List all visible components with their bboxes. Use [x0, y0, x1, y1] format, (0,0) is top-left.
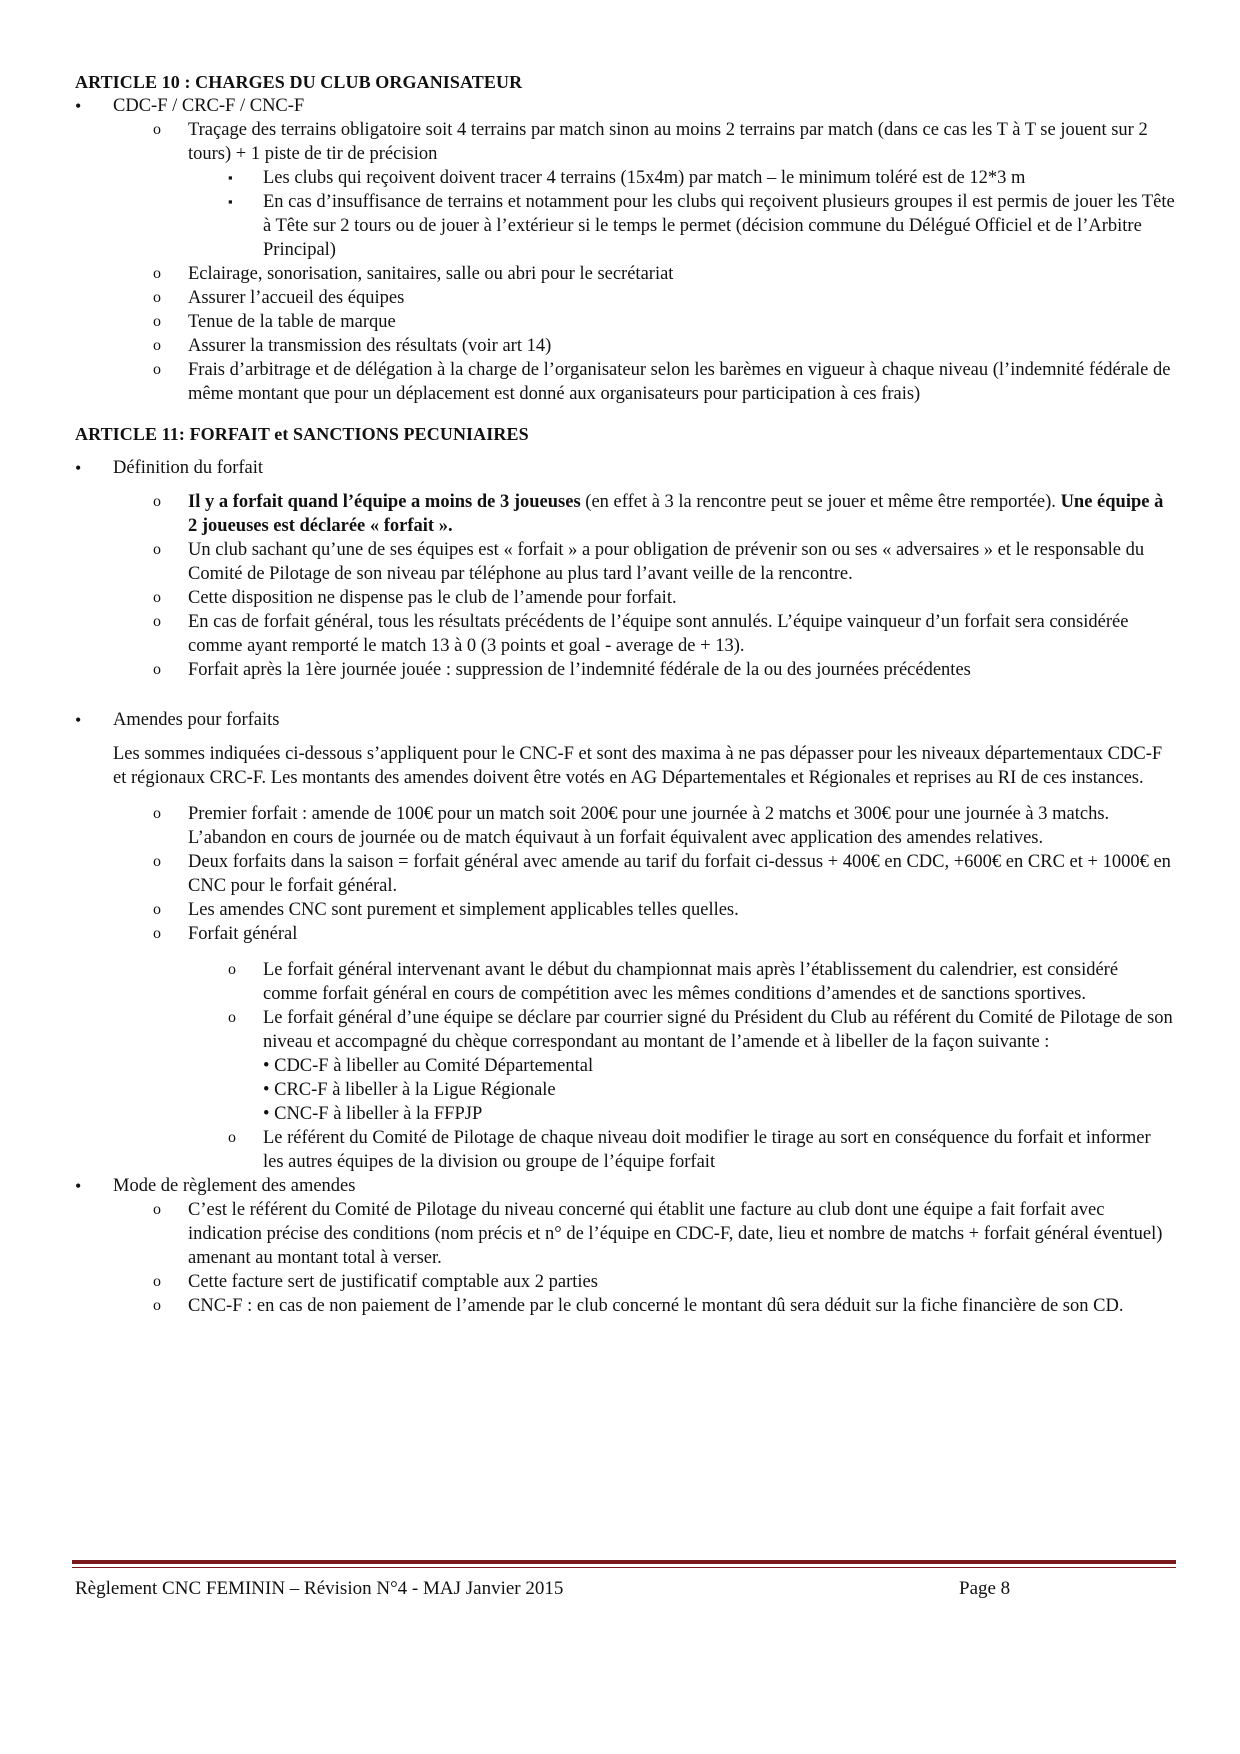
article-11-title-part: et: [274, 424, 289, 444]
list-item: o Forfait après la 1ère journée jouée : suppression de l’indemnité fédérale de la ou des journées précédentes: [75, 658, 1175, 682]
sub-list-line: • CDC-F à libeller au Comité Départemental: [263, 1056, 594, 1076]
list-item: o En cas de forfait général, tous les résultats précédents de l’équipe sont annulés. L’équipe vainqueur d’un forfait sera considérée comme ayant remporté le match 13 à 0 (3 points et goal - average de + 13).: [75, 610, 1175, 658]
bullet-item: • CDC-F / CRC-F / CNC-F: [75, 94, 1175, 118]
sub-list-item: ▪ Les clubs qui reçoivent doivent tracer 4 terrains (15x4m) par match – le minimum toléré est de 12*3 m: [75, 166, 1175, 190]
list-item: o Tenue de la table de marque: [75, 310, 1175, 334]
article-11-title-part: SANCTIONS PECUNIAIRES: [288, 424, 529, 444]
footer-rule-thin: [72, 1567, 1176, 1568]
sub-list-line: • CRC-F à libeller à la Ligue Régionale: [263, 1080, 556, 1100]
bullet-item: • Mode de règlement des amendes: [75, 1174, 1175, 1198]
sub-list-item: o Le référent du Comité de Pilotage de chaque niveau doit modifier le tirage au sort en conséquence du forfait et informer les autres équipes de la division ou groupe de l’équipe forfait: [75, 1126, 1175, 1174]
paragraph: Les sommes indiquées ci-dessous s’appliquent pour le CNC-F et sont des maxima à ne pas dépasser pour les niveaux départementaux CDC-F et régionaux CRC-F. Les montants des amendes doivent être votés en AG Départementales et Régionales et reprises au RI de ces instances.: [113, 744, 1163, 788]
bullet-item: • Amendes pour forfaits: [75, 708, 1175, 732]
bold-text: Il y a forfait quand l’équipe a moins de 3 joueuses: [188, 492, 581, 512]
article-10-title: ARTICLE 10 : CHARGES DU CLUB ORGANISATEUR: [75, 72, 523, 92]
list-item: o Premier forfait : amende de 100€ pour un match soit 200€ pour une journée à 2 matchs et 300€ pour une journée à 3 matchs. L’abandon en cours de journée ou de match équivaut à un forfait équivalent avec application des amendes relatives.: [75, 802, 1175, 850]
list-item: o Assurer l’accueil des équipes: [75, 286, 1175, 310]
list-item: o Cette facture sert de justificatif comptable aux 2 parties: [75, 1270, 1175, 1294]
footer-rule: [72, 1560, 1176, 1564]
list-item: o Eclairage, sonorisation, sanitaires, salle ou abri pour le secrétariat: [75, 262, 1175, 286]
list-item: o Traçage des terrains obligatoire soit 4 terrains par match sinon au moins 2 terrains par match (dans ce cas les T à T se jouent sur 2 tours) + 1 piste de tir de précision: [75, 118, 1175, 166]
list-item: o Forfait général: [75, 922, 1175, 946]
list-item: o Un club sachant qu’une de ses équipes est « forfait » a pour obligation de prévenir son ou ses « adversaires » et le responsable du Comité de Pilotage de son niveau par téléphone au plus tard l’avant veille de la rencontre.: [75, 538, 1175, 586]
article-11-title-part: ARTICLE 11: FORFAIT: [75, 424, 275, 444]
list-item: o C’est le référent du Comité de Pilotage du niveau concerné qui établit une facture au club dont une équipe a fait forfait avec indication précise des conditions (nom précis et n° de l’équipe en CDC-F, date, lieu et nombre de matchs + forfait général éventuel) amenant au montant total à verser.: [75, 1198, 1175, 1270]
list-item: [75, 490, 1175, 538]
footer-title: Règlement CNC FEMININ – Révision N°4 - MAJ Janvier 2015: [75, 1578, 564, 1599]
sub-list-item: o Le forfait général d’une équipe se déclare par courrier signé du Président du Club au référent du Comité de Pilotage de son niveau et accompagné du chèque correspondant au montant de l’amende et à libeller de la façon suivante :: [75, 1006, 1175, 1054]
list-item: o Assurer la transmission des résultats (voir art 14): [75, 334, 1175, 358]
bullet-item: • Définition du forfait: [75, 456, 1175, 480]
list-item: o Cette disposition ne dispense pas le club de l’amende pour forfait.: [75, 586, 1175, 610]
list-item: o Deux forfaits dans la saison = forfait général avec amende au tarif du forfait ci-dessus + 400€ en CDC, +600€ en CRC et + 1000€ en CNC pour le forfait général.: [75, 850, 1175, 898]
page-content: [75, 70, 1175, 1318]
list-item: o Les amendes CNC sont purement et simplement applicables telles quelles.: [75, 898, 1175, 922]
sub-list-line: • CNC-F à libeller à la FFPJP: [263, 1104, 483, 1124]
article-11-title: [75, 422, 1175, 446]
list-item: o CNC-F : en cas de non paiement de l’amende par le club concerné le montant dû sera déduit sur la fiche financière de son CD.: [75, 1294, 1175, 1318]
text: (en effet à 3 la rencontre peut se jouer et même être remportée).: [580, 492, 1061, 512]
sub-list-item: o Le forfait général intervenant avant le début du championnat mais après l’établissement du calendrier, est considéré comme forfait général en cours de compétition avec les mêmes conditions d’amendes et de sanctions sportives.: [75, 958, 1175, 1006]
sub-list-item: ▪ En cas d’insuffisance de terrains et notamment pour les clubs qui reçoivent plusieurs groupes il est permis de jouer les Tête à Tête sur 2 tours ou de jouer à l’extérieur si le temps le permet (décision commune du Délégué Officiel et de l’Arbitre Principal): [75, 190, 1175, 262]
page-number: Page 8: [959, 1578, 1011, 1599]
bold-text: Une équipe à 2 joueuses est déclarée « forfait ».: [188, 492, 1164, 536]
list-item: o Frais d’arbitrage et de délégation à la charge de l’organisateur selon les barèmes en vigueur à chaque niveau (l’indemnité fédérale de même montant que pour un déplacement est donné aux organisateurs pour participation à ces frais): [75, 358, 1175, 406]
